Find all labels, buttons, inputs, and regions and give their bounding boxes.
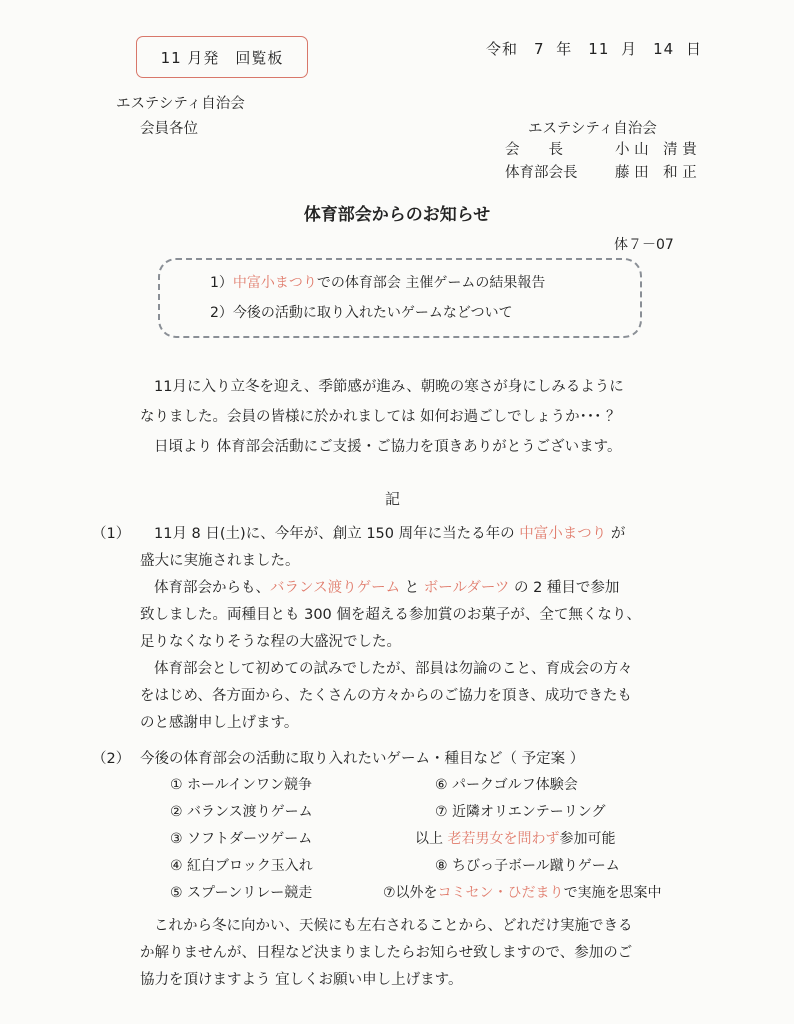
section-1-line-7: をはじめ、各方面から、たくさんの方々からのご協力を頂き、成功できたも [140, 688, 632, 704]
circulation-badge-text: 11 月発 回覧板 [160, 48, 284, 67]
highlight-text: コミセン・ひだまり [437, 885, 564, 901]
closing-line-1: これから冬に向かい、天候にも左右されることから、どれだけ実施できる [154, 918, 633, 934]
section-2-number: （2） [92, 751, 131, 767]
game-note-venue [383, 882, 662, 902]
section-1-line-2: 盛大に実施されました。 [140, 553, 300, 569]
greeting-line-3: 日頃より 体育部会活動にご支援・ご協力を頂きありがとうございます。 [154, 439, 622, 455]
game-item: ③ ソフトダーツゲーム [170, 831, 313, 847]
closing-line-2: か解りませんが、日程など決まりましたらお知らせ致しますので、参加のご [140, 945, 633, 961]
topic-item-1 [210, 272, 545, 292]
game-item: ① ホールインワン競争 [170, 777, 313, 793]
section-1-line-1 [154, 522, 625, 543]
topic-text: での体育部会 主催ゲームの結果報告 [316, 275, 546, 291]
body-text: 参加可能 [559, 831, 616, 847]
game-note-all-ages [415, 828, 615, 848]
topic-prefix: 2） [210, 305, 233, 321]
game-item: ⑤ スプーンリレー競走 [170, 885, 313, 901]
game-item: ④ 紅白ブロック玉入れ [170, 858, 313, 874]
topic-item-2 [210, 302, 513, 322]
sender-name: 藤 田 和 正 [615, 165, 697, 181]
game-item: ⑦ 近隣オリエンテーリング [435, 804, 606, 820]
body-text: 体育部会からも、 [154, 580, 270, 596]
game-item: ② バランス渡りゲーム [170, 804, 313, 820]
sender-row-chair [505, 138, 697, 159]
document-title: 体育部会からのお知らせ [303, 205, 491, 225]
topic-prefix: 1） [210, 275, 233, 291]
issue-date: 令和 7 年 11 月 14 日 [485, 40, 702, 58]
recipient-org: エステシティ自治会 [116, 96, 245, 112]
section-1-line-4: 致しました。両種目とも 300 個を超える参加賞のお菓子が、全て無くなり、 [140, 607, 641, 623]
circulation-badge [136, 36, 308, 78]
sender-role: 会 長 [505, 142, 563, 158]
ki-heading: 記 [385, 490, 401, 508]
section-1-line-5: 足りなくなりそうな程の大盛況でした。 [140, 634, 401, 650]
topic-text: 今後の活動に取り入れたいゲームなどついて [232, 305, 513, 321]
topic-highlight: 中富小まつり [232, 275, 317, 291]
highlight-text: 中富小まつり [519, 526, 607, 542]
section-1-line-6: 体育部会として初めての試みでしたが、部員は勿論のこと、育成会の方々 [154, 661, 633, 677]
game-item: ⑧ ちびっ子ボール蹴りゲーム [435, 858, 620, 874]
sender-name: 小 山 清 貴 [615, 142, 697, 158]
body-text: の 2 種目で参加 [509, 580, 620, 596]
body-text: と [400, 580, 424, 596]
closing-line-3: 協力を頂けますよう 宜しくお願い申し上げます。 [140, 972, 463, 988]
section-1-line-3 [154, 576, 619, 597]
document-code: 体７－07 [614, 237, 674, 253]
sender-org: エステシティ自治会 [528, 121, 657, 137]
topics-box [158, 258, 642, 338]
greeting-line-2: なりました。会員の皆様に於かれましては 如何お過ごしでしょうか･･･ ？ [140, 409, 621, 425]
sender-role: 体育部会長 [505, 165, 578, 181]
body-text: ⑦以外を [383, 885, 438, 901]
body-text: 以上 [415, 831, 448, 847]
body-text: 11月 8 日(土)に、今年が、創立 150 周年に当たる年の [154, 526, 520, 542]
highlight-text: ボールダーツ [423, 580, 510, 596]
section-2-intro: 今後の体育部会の活動に取り入れたいゲーム・種目など（ 予定案 ） [140, 751, 585, 767]
highlight-text: バランス渡りゲーム [270, 580, 401, 596]
recipient-members: 会員各位 [140, 121, 198, 137]
section-1-number: （1） [92, 526, 131, 542]
game-item: ⑥ パークゴルフ体験会 [435, 777, 578, 793]
body-text: が [606, 526, 626, 542]
sender-row-sports [505, 161, 697, 182]
section-1-line-8: のと感謝申し上げます。 [140, 715, 299, 731]
body-text: で実施を思案中 [563, 885, 662, 901]
highlight-text: 老若男女を問わず [447, 831, 560, 847]
greeting-line-1: 11月に入り立冬を迎え、季節感が進み、朝晩の寒さが身にしみるように [154, 379, 624, 395]
